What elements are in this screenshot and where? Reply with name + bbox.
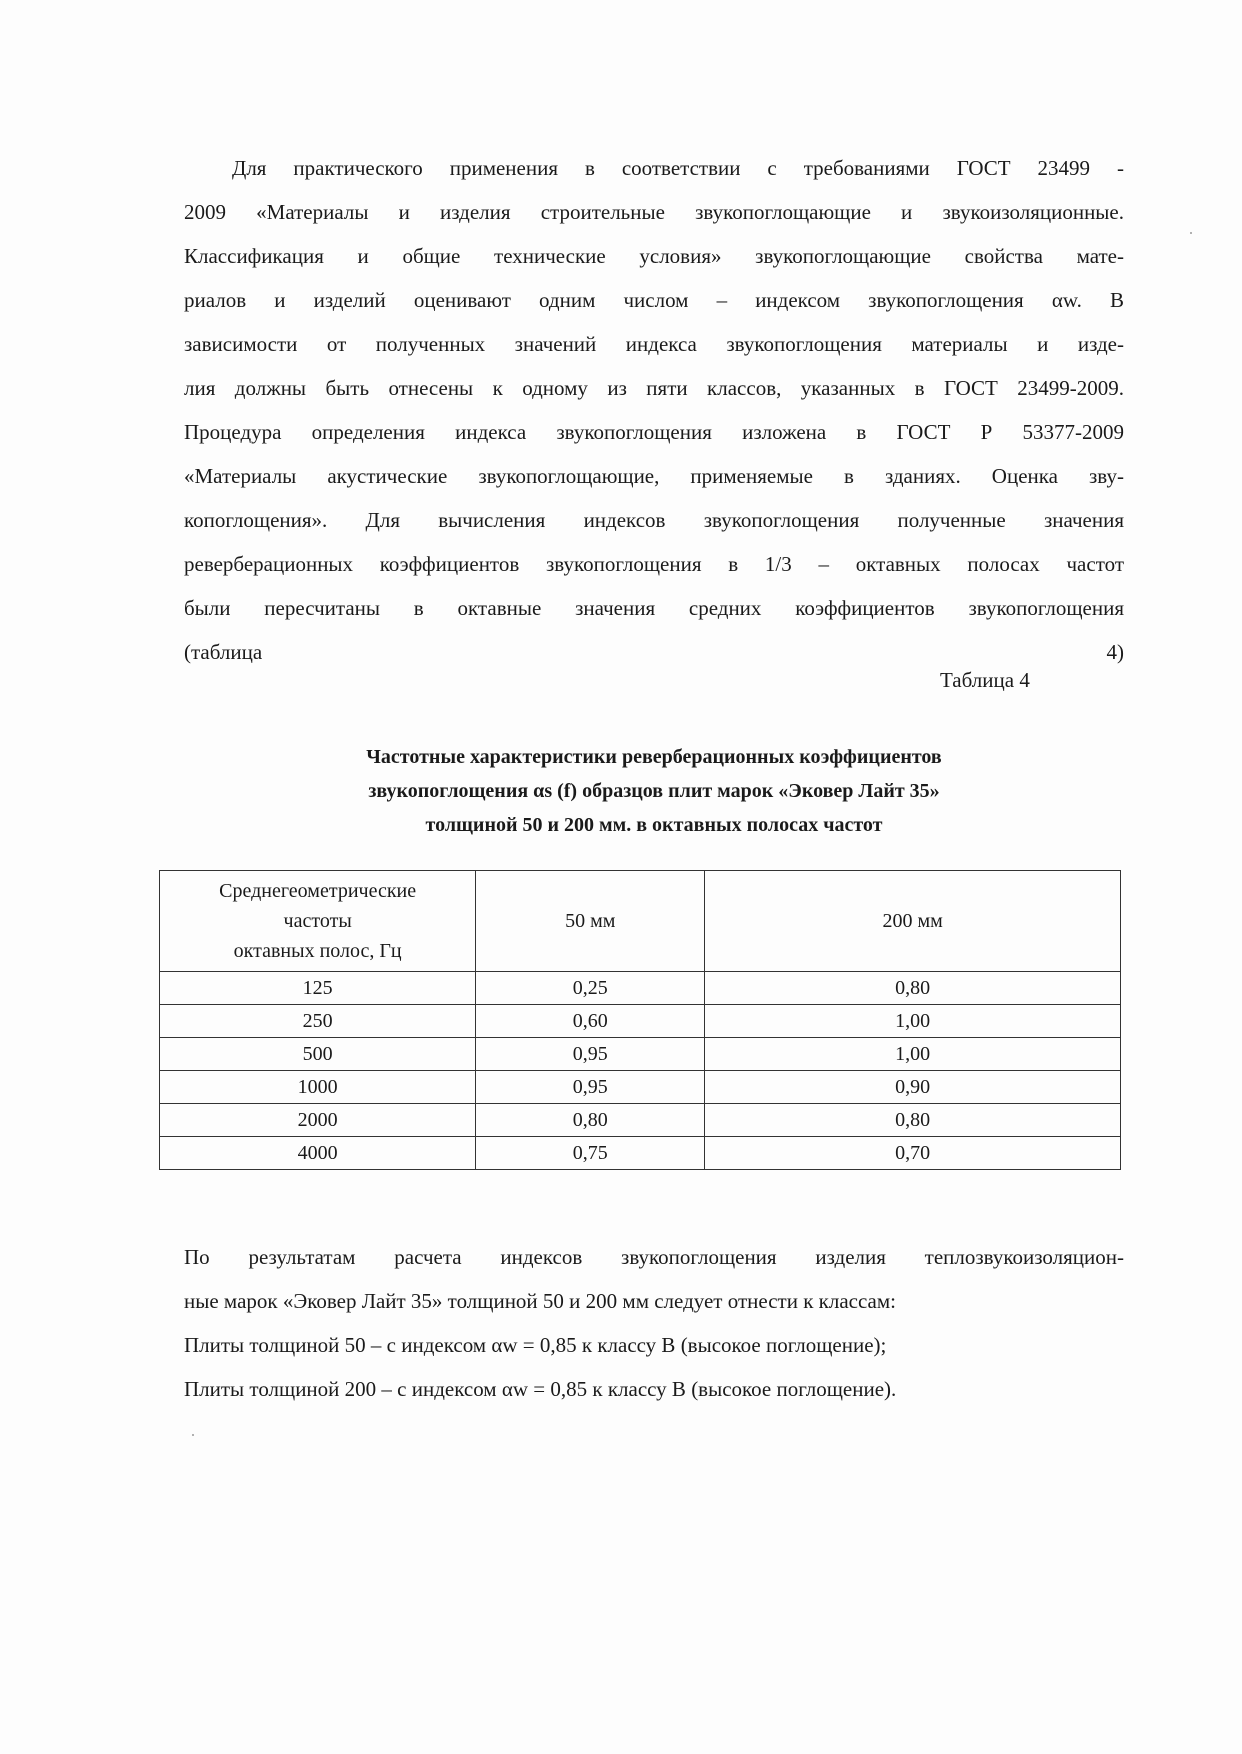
header-200mm: 200 мм <box>705 871 1121 972</box>
intro-line: были пересчитаны в октавные значения средних коэффициентов звукопоглощения <box>184 596 1124 620</box>
cell-50mm: 0,60 <box>476 1005 705 1038</box>
results-line: По результатам расчета индексов звукопоглощения изделия теплозвукоизоляцион- <box>184 1245 1124 1269</box>
cell-200mm: 1,00 <box>705 1005 1121 1038</box>
table-row <box>160 972 1121 1005</box>
table-title <box>184 740 1124 842</box>
table-title-line: толщиной 50 и 200 мм. в октавных полосах частот <box>425 814 883 836</box>
intro-line: риалов и изделий оценивают одним числом – индексом звукопоглощения αw. В <box>184 288 1124 312</box>
cell-frequency: 500 <box>160 1038 476 1071</box>
cell-frequency: 2000 <box>160 1104 476 1137</box>
cell-200mm: 0,80 <box>705 972 1121 1005</box>
cell-200mm: 0,70 <box>705 1137 1121 1170</box>
results-line: Плиты толщиной 50 – с индексом αw = 0,85 к классу В (высокое поглощение); <box>184 1333 887 1357</box>
scan-speck <box>192 1434 194 1436</box>
cell-200mm: 0,90 <box>705 1071 1121 1104</box>
intro-line: зависимости от полученных значений индекса звукопоглощения материалы и изде- <box>184 332 1124 356</box>
intro-line: (таблица 4) <box>184 640 1124 664</box>
absorption-table <box>159 870 1121 1170</box>
intro-line: 2009 «Материалы и изделия строительные звукопоглощающие и звукоизоляционные. <box>184 200 1124 224</box>
table-row <box>160 1038 1121 1071</box>
intro-paragraph <box>184 146 1124 674</box>
intro-line: Для практического применения в соответствии с требованиями ГОСТ 23499 - <box>232 156 1124 180</box>
cell-frequency: 125 <box>160 972 476 1005</box>
header-frequency-line: октавных полос, Гц <box>233 940 402 962</box>
results-line: ные марок «Эковер Лайт 35» толщиной 50 и 200 мм следует отнести к классам: <box>184 1289 897 1313</box>
cell-frequency: 1000 <box>160 1071 476 1104</box>
results-paragraph <box>184 1235 1124 1411</box>
table-row <box>160 1137 1121 1170</box>
header-frequency-line: Среднегеометрические <box>219 880 417 902</box>
cell-50mm: 0,95 <box>476 1038 705 1071</box>
intro-line: копоглощения». Для вычисления индексов звукопоглощения полученные значения <box>184 508 1124 532</box>
table-row <box>160 1005 1121 1038</box>
intro-line: «Материалы акустические звукопоглощающие, применяемые в зданиях. Оценка зву- <box>184 464 1124 488</box>
results-line: Плиты толщиной 200 – с индексом αw = 0,85 к классу В (высокое поглощение). <box>184 1377 897 1401</box>
cell-50mm: 0,95 <box>476 1071 705 1104</box>
intro-line: Классификация и общие технические условия» звукопоглощающие свойства мате- <box>184 244 1124 268</box>
table-title-line: звукопоглощения αs (f) образцов плит марок «Эковер Лайт 35» <box>368 780 940 802</box>
scan-speck <box>1190 232 1192 234</box>
table-row <box>160 1071 1121 1104</box>
cell-frequency: 250 <box>160 1005 476 1038</box>
cell-50mm: 0,25 <box>476 972 705 1005</box>
cell-200mm: 1,00 <box>705 1038 1121 1071</box>
cell-50mm: 0,80 <box>476 1104 705 1137</box>
intro-line: реверберационных коэффициентов звукопоглощения в 1/3 – октавных полосах частот <box>184 552 1124 576</box>
table-label: Таблица 4 <box>940 668 1030 692</box>
cell-200mm: 0,80 <box>705 1104 1121 1137</box>
table-row <box>160 1104 1121 1137</box>
header-50mm: 50 мм <box>476 871 705 972</box>
cell-frequency: 4000 <box>160 1137 476 1170</box>
intro-line: Процедура определения индекса звукопоглощения изложена в ГОСТ Р 53377-2009 <box>184 420 1124 444</box>
table-title-line: Частотные характеристики реверберационных коэффициентов <box>366 746 942 768</box>
table-header-row <box>160 871 1121 972</box>
header-frequency-line: частоты <box>283 910 352 932</box>
intro-line: лия должны быть отнесены к одному из пяти классов, указанных в ГОСТ 23499-2009. <box>184 376 1124 400</box>
cell-50mm: 0,75 <box>476 1137 705 1170</box>
header-frequency <box>160 871 476 972</box>
